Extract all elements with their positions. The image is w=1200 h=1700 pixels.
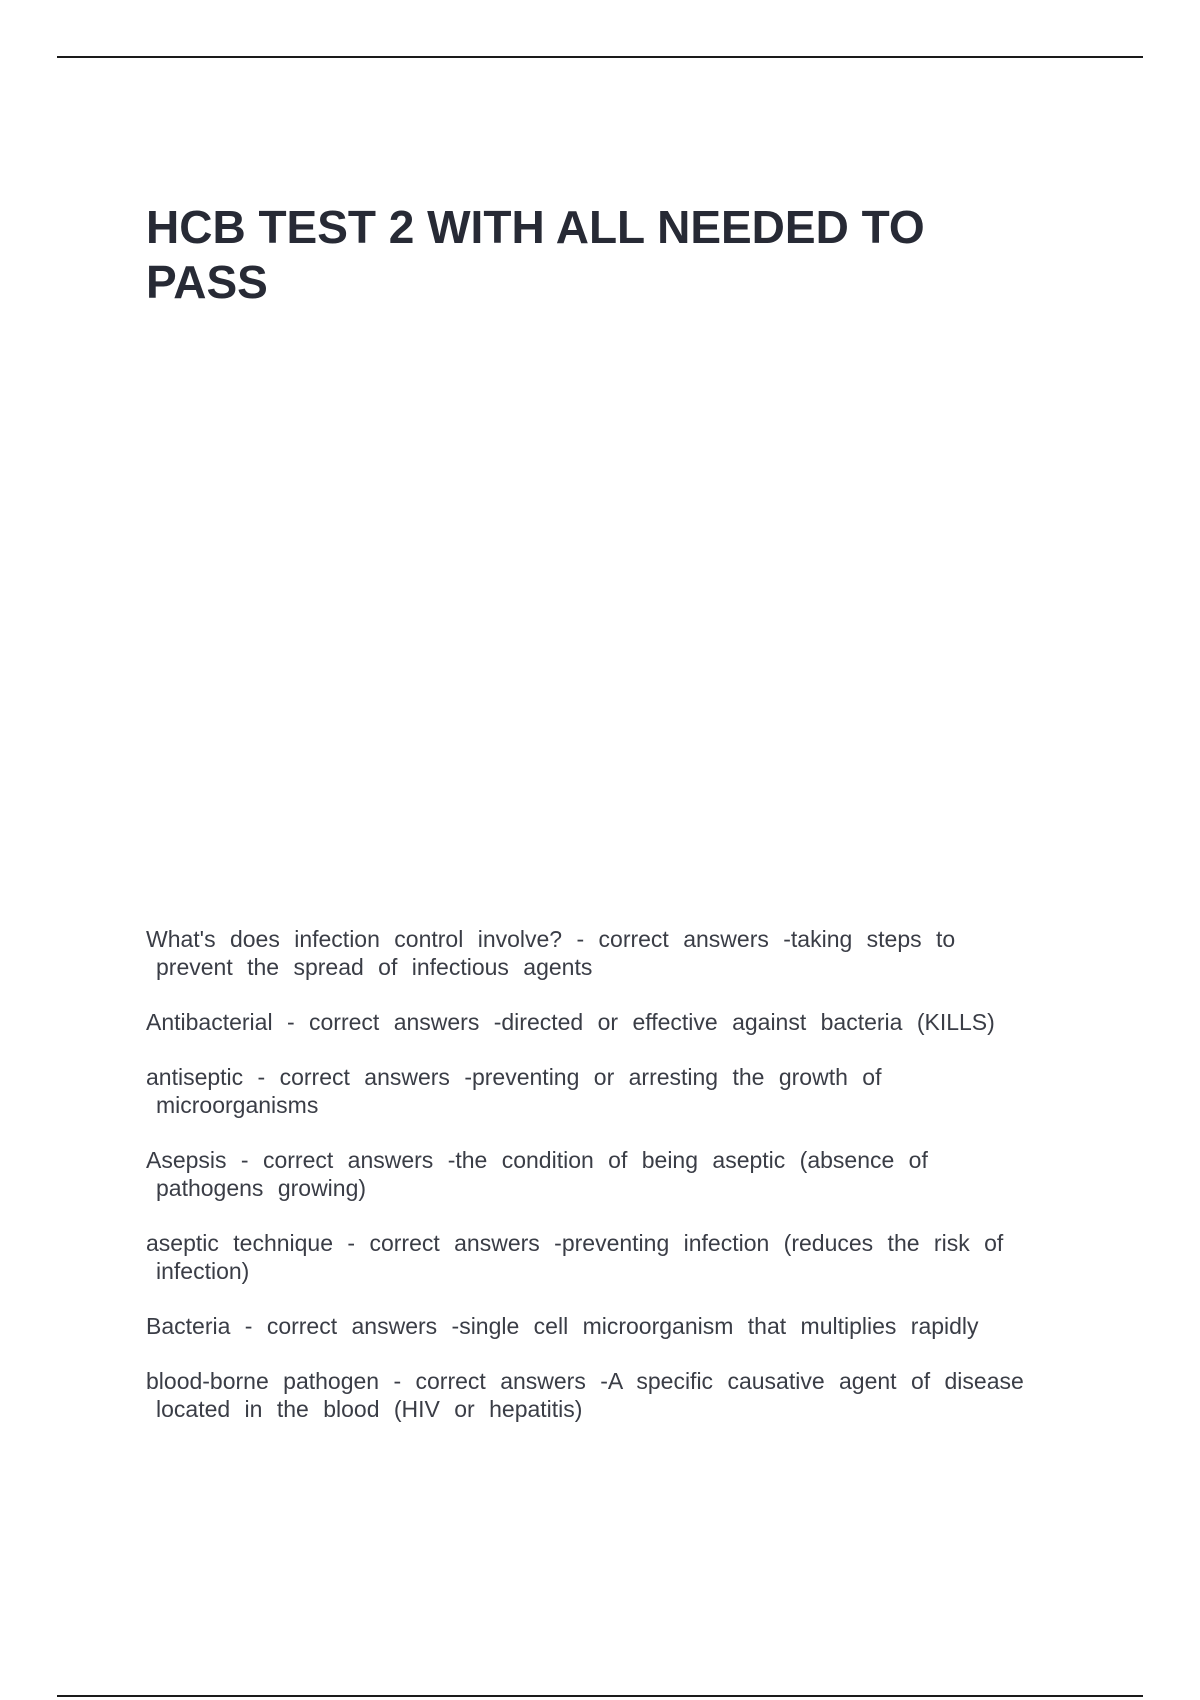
qa-line: antiseptic - correct answers -preventing or arresting the growth of (146, 1064, 882, 1090)
qa-line: infection) (156, 1258, 250, 1284)
qa-item (146, 1367, 1076, 1423)
qa-line: Bacteria - correct answers -single cell microorganism that multiplies rapidly (146, 1313, 979, 1339)
qa-line: Antibacterial - correct answers -directed or effective against bacteria (KILLS) (146, 1009, 995, 1035)
qa-item (146, 1146, 1076, 1202)
qa-line: blood-borne pathogen - correct answers -A specific causative agent of disease (146, 1368, 1024, 1394)
bottom-rule (57, 1695, 1143, 1697)
qa-item (146, 1312, 1076, 1340)
qa-line: aseptic technique - correct answers -preventing infection (reduces the risk of (146, 1230, 1004, 1256)
qa-item (146, 925, 1076, 981)
qa-line: Asepsis - correct answers -the condition of being aseptic (absence of (146, 1147, 928, 1173)
qa-line: located in the blood (HIV or hepatitis) (156, 1396, 583, 1422)
top-rule (57, 56, 1143, 58)
qa-list (146, 925, 1076, 1450)
qa-item (146, 1008, 1076, 1036)
qa-item (146, 1063, 1076, 1119)
qa-item (146, 1229, 1076, 1285)
qa-line: microorganisms (156, 1092, 319, 1118)
qa-line: prevent the spread of infectious agents (156, 954, 593, 980)
document-title: HCB TEST 2 WITH ALL NEEDED TO PASS (146, 201, 925, 308)
qa-line: What's does infection control involve? - correct answers -taking steps to (146, 926, 956, 952)
qa-line: pathogens growing) (156, 1175, 367, 1201)
